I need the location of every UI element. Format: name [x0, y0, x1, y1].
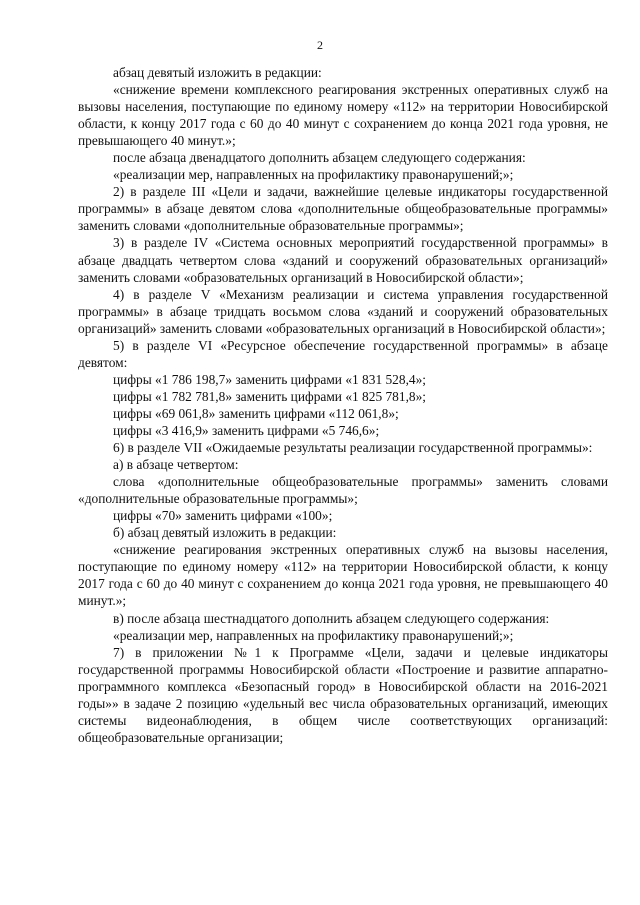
paragraph: слова «дополнительные общеобразовательные программы» заменить словами «дополнительные образовательные программы»; — [78, 474, 608, 507]
paragraph: «снижение времени комплексного реагирования экстренных оперативных служб на вызовы населения, поступающие по единому номеру «112» на территории Новосибирской области, к концу 2017 года с 60 до 40 минут с сохранением до конца 2021 года уровня, не превышающего 40 минут.»; — [78, 82, 608, 149]
paragraph: цифры «69 061,8» заменить цифрами «112 061,8»; — [113, 405, 399, 421]
paragraph: цифры «70» заменить цифрами «100»; — [113, 508, 333, 524]
paragraph: «реализации мер, направленных на профилактику правонарушений;»; — [113, 167, 514, 183]
paragraph: цифры «1 782 781,8» заменить цифрами «1 825 781,8»; — [113, 388, 427, 404]
paragraph: 2) в разделе III «Цели и задачи, важнейшие целевые индикаторы государственной программы» в абзаце девятом слова «дополнительные общеобразовательные программы» заменить словами «дополнительные образовательные программы»; — [78, 184, 608, 234]
paragraph: абзац девятый изложить в редакции: — [113, 65, 322, 80]
paragraph: 4) в разделе V «Механизм реализации и система управления государственной программы» в абзаце тридцать восьмом слова «зданий и сооружений образовательных организаций» заменить словами «образовательных организаций в Новосибирской области»; — [78, 286, 608, 336]
paragraph: 7) в приложении №1 к Программе «Цели, задачи и целевые индикаторы государственной программы Новосибирской области «Построение и развитие аппаратно-программного комплекса «Безопасный город» в Новосибирской области на 2016-2021 годы»» в задаче 2 позицию «удельный вес числа образовательных организаций, имеющих системы видеонаблюдения, в общем числе соответствующих организаций: общеобразовательные организации; — [78, 644, 608, 745]
paragraph: б) абзац девятый изложить в редакции: — [113, 525, 337, 541]
document-body — [78, 64, 608, 746]
paragraph: а) в абзаце четвертом: — [113, 457, 239, 473]
paragraph: «снижение реагирования экстренных оперативных служб на вызовы населения, поступающие по единому номеру «112» на территории Новосибирской области, к концу 2017 года с 60 до 40 минут с сохранением до конца 2021 года уровня, не превышающего 40 минут.»; — [78, 542, 608, 609]
paragraph: «реализации мер, направленных на профилактику правонарушений;»; — [113, 627, 514, 643]
paragraph: 5) в разделе VI «Ресурсное обеспечение государственной программы» в абзаце девятом: — [78, 337, 608, 370]
paragraph: в) после абзаца шестнадцатого дополнить абзацем следующего содержания: — [113, 610, 550, 626]
page-number: 2 — [317, 38, 323, 52]
paragraph: 3) в разделе IV «Система основных мероприятий государственной программы» в абзаце двадцать четвертом слова «зданий и сооружений образовательных организаций» заменить словами «образовательных организаций в Новосибирской области»; — [78, 235, 608, 285]
paragraph: после абзаца двенадцатого дополнить абзацем следующего содержания: — [113, 150, 526, 166]
paragraph: 6) в разделе VII «Ожидаемые результаты реализации государственной программы»: — [113, 440, 593, 456]
paragraph: цифры «1 786 198,7» заменить цифрами «1 831 528,4»; — [113, 371, 427, 387]
paragraph: цифры «3 416,9» заменить цифрами «5 746,6»; — [113, 422, 380, 438]
